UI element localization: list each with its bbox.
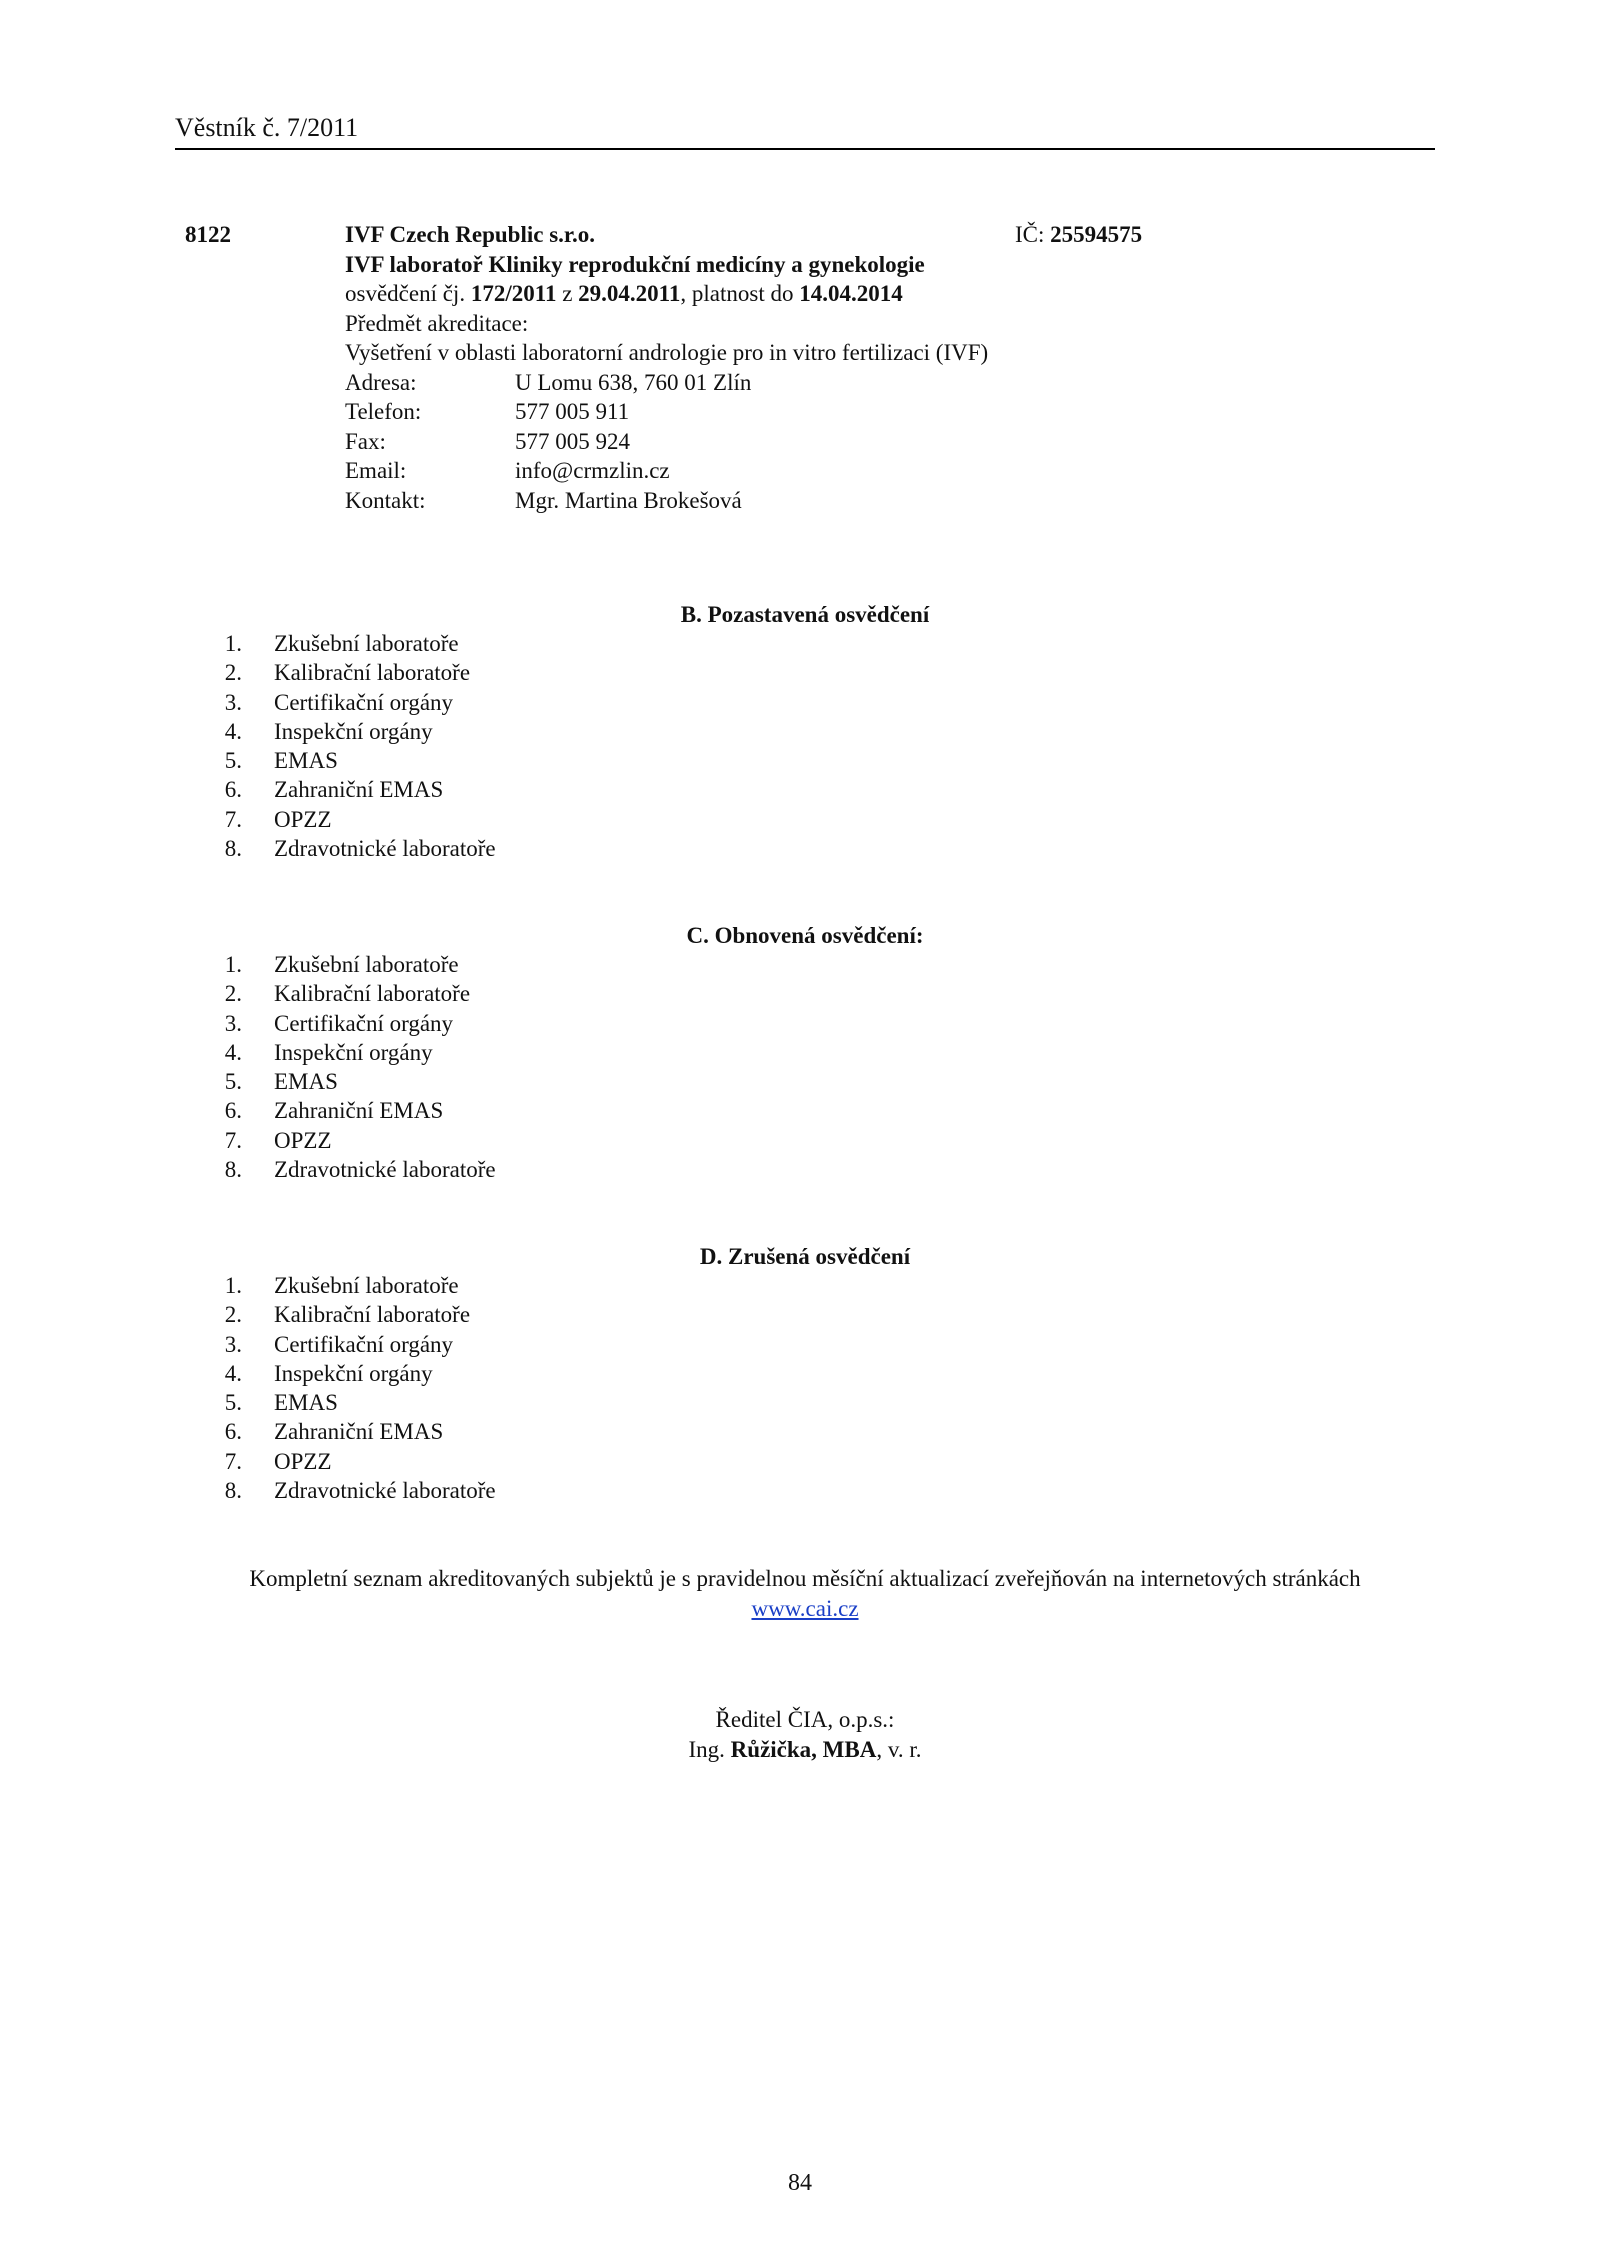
entry-body <box>345 220 1245 515</box>
signature-name-line <box>0 1735 1600 1765</box>
detail-value: info@crmzlin.cz <box>515 458 670 483</box>
detail-value: 577 005 924 <box>515 428 630 454</box>
cert-z: z <box>556 281 579 306</box>
list-index: 6. <box>224 1098 242 1124</box>
ic-label: IČ: <box>1015 222 1051 247</box>
detail-contact <box>345 486 1245 516</box>
cert-valid-to: 14.04.2014 <box>799 281 903 306</box>
list-index: 3. <box>224 1010 242 1036</box>
certificate-line <box>345 279 1245 309</box>
subject-label: Předmět akreditace: <box>345 310 529 336</box>
list-label: Zdravotnické laboratoře <box>274 836 496 862</box>
bulletin-title: Věstník č. 7/2011 <box>175 113 359 142</box>
list-index: 4. <box>224 1039 242 1065</box>
signature-name: Růžička, MBA <box>730 1736 877 1762</box>
page-header <box>175 112 1435 144</box>
list-index: 4. <box>224 1360 242 1386</box>
list-index: 4. <box>224 718 242 744</box>
laboratory-name: IVF laboratoř Kliniky reprodukční medicíny a gynekologie <box>345 251 925 277</box>
list-label: OPZZ <box>274 1448 332 1474</box>
list-label: Inspekční orgány <box>274 1360 433 1386</box>
detail-email <box>345 456 1245 486</box>
list-index: 5. <box>224 1069 242 1095</box>
cert-validity-label: , platnost do <box>680 281 800 306</box>
list-label: OPZZ <box>274 806 332 832</box>
detail-key: Kontakt: <box>345 487 426 513</box>
signature-prefix: Ing. <box>688 1736 731 1762</box>
detail-value: U Lomu 638, 760 01 Zlín <box>515 369 752 395</box>
list-index: 1. <box>224 631 242 656</box>
cert-date: 29.04.2011 <box>578 281 681 306</box>
detail-phone <box>345 397 1245 427</box>
list-index: 7. <box>224 806 242 832</box>
company-name: IVF Czech Republic s.r.o. <box>345 222 596 247</box>
list-label: Zdravotnické laboratoře <box>274 1478 496 1504</box>
signature-title: Ředitel ČIA, o.p.s.: <box>715 1707 895 1732</box>
cert-prefix: osvědčení čj. <box>345 281 471 306</box>
section-heading: B. Pozastavená osvědčení <box>680 602 930 627</box>
section-heading: C. Obnovená osvědčení: <box>686 923 924 948</box>
list-label: OPZZ <box>274 1127 332 1153</box>
detail-key: Adresa: <box>345 369 417 395</box>
list-index: 7. <box>224 1448 242 1474</box>
list-label: Kalibrační laboratoře <box>274 981 471 1007</box>
list-label: Zahraniční EMAS <box>274 1098 444 1124</box>
signature-suffix: , v. r. <box>876 1736 922 1762</box>
list-label: Certifikační orgány <box>274 1010 454 1036</box>
detail-value: Mgr. Martina Brokešová <box>515 487 742 513</box>
list-label: Zdravotnické laboratoře <box>274 1157 496 1183</box>
signature-block <box>0 1705 1600 1764</box>
detail-key: Email: <box>345 458 407 483</box>
list-index: 8. <box>224 1478 242 1504</box>
list-label: Inspekční orgány <box>274 718 433 744</box>
list-index: 5. <box>224 748 242 774</box>
list-index: 7. <box>224 1127 242 1153</box>
list-label: EMAS <box>274 748 338 774</box>
list-index: 5. <box>224 1390 242 1416</box>
list-label: Kalibrační laboratoře <box>274 1302 471 1328</box>
list-index: 2. <box>224 660 242 686</box>
list-label: Zkušební laboratoře <box>274 631 459 656</box>
footer-note-text: Kompletní seznam akreditovaných subjektů je s pravidelnou měsíční aktualizací zveřejňován na internetových stránkách <box>249 1566 1361 1591</box>
website-link[interactable]: www.cai.cz <box>751 1595 859 1621</box>
cert-number: 172/2011 <box>470 281 557 306</box>
list-index: 1. <box>224 1273 242 1298</box>
list-index: 3. <box>224 689 242 715</box>
detail-address <box>345 368 1245 398</box>
detail-fax <box>345 427 1245 457</box>
list-index: 8. <box>224 836 242 862</box>
list-label: Zkušební laboratoře <box>274 1273 459 1298</box>
header-rule <box>175 148 1435 150</box>
list-index: 2. <box>224 1302 242 1328</box>
list-index: 8. <box>224 1157 242 1183</box>
list-index: 6. <box>224 1419 242 1445</box>
detail-key: Fax: <box>345 428 386 454</box>
list-index: 6. <box>224 777 242 803</box>
list-label: Certifikační orgány <box>274 1331 454 1357</box>
list-label: Inspekční orgány <box>274 1039 433 1065</box>
list-label: EMAS <box>274 1069 338 1095</box>
entry-number: 8122 <box>185 222 231 247</box>
detail-key: Telefon: <box>345 399 422 424</box>
list-label: Zkušební laboratoře <box>274 952 459 977</box>
detail-value: 577 005 911 <box>515 399 630 424</box>
page-number: 84 <box>788 2170 812 2196</box>
list-label: EMAS <box>274 1390 338 1416</box>
ic-value: 25594575 <box>1050 222 1143 247</box>
list-label: Certifikační orgány <box>274 689 454 715</box>
list-index: 1. <box>224 952 242 977</box>
list-index: 2. <box>224 981 242 1007</box>
subject-text: Vyšetření v oblasti laboratorní andrologie pro in vitro fertilizaci (IVF) <box>345 340 989 365</box>
list-label: Kalibrační laboratoře <box>274 660 471 686</box>
list-label: Zahraniční EMAS <box>274 777 444 803</box>
section-heading: D. Zrušená osvědčení <box>699 1244 911 1269</box>
list-label: Zahraniční EMAS <box>274 1419 444 1445</box>
list-index: 3. <box>224 1331 242 1357</box>
footer-note <box>175 1564 1435 1623</box>
